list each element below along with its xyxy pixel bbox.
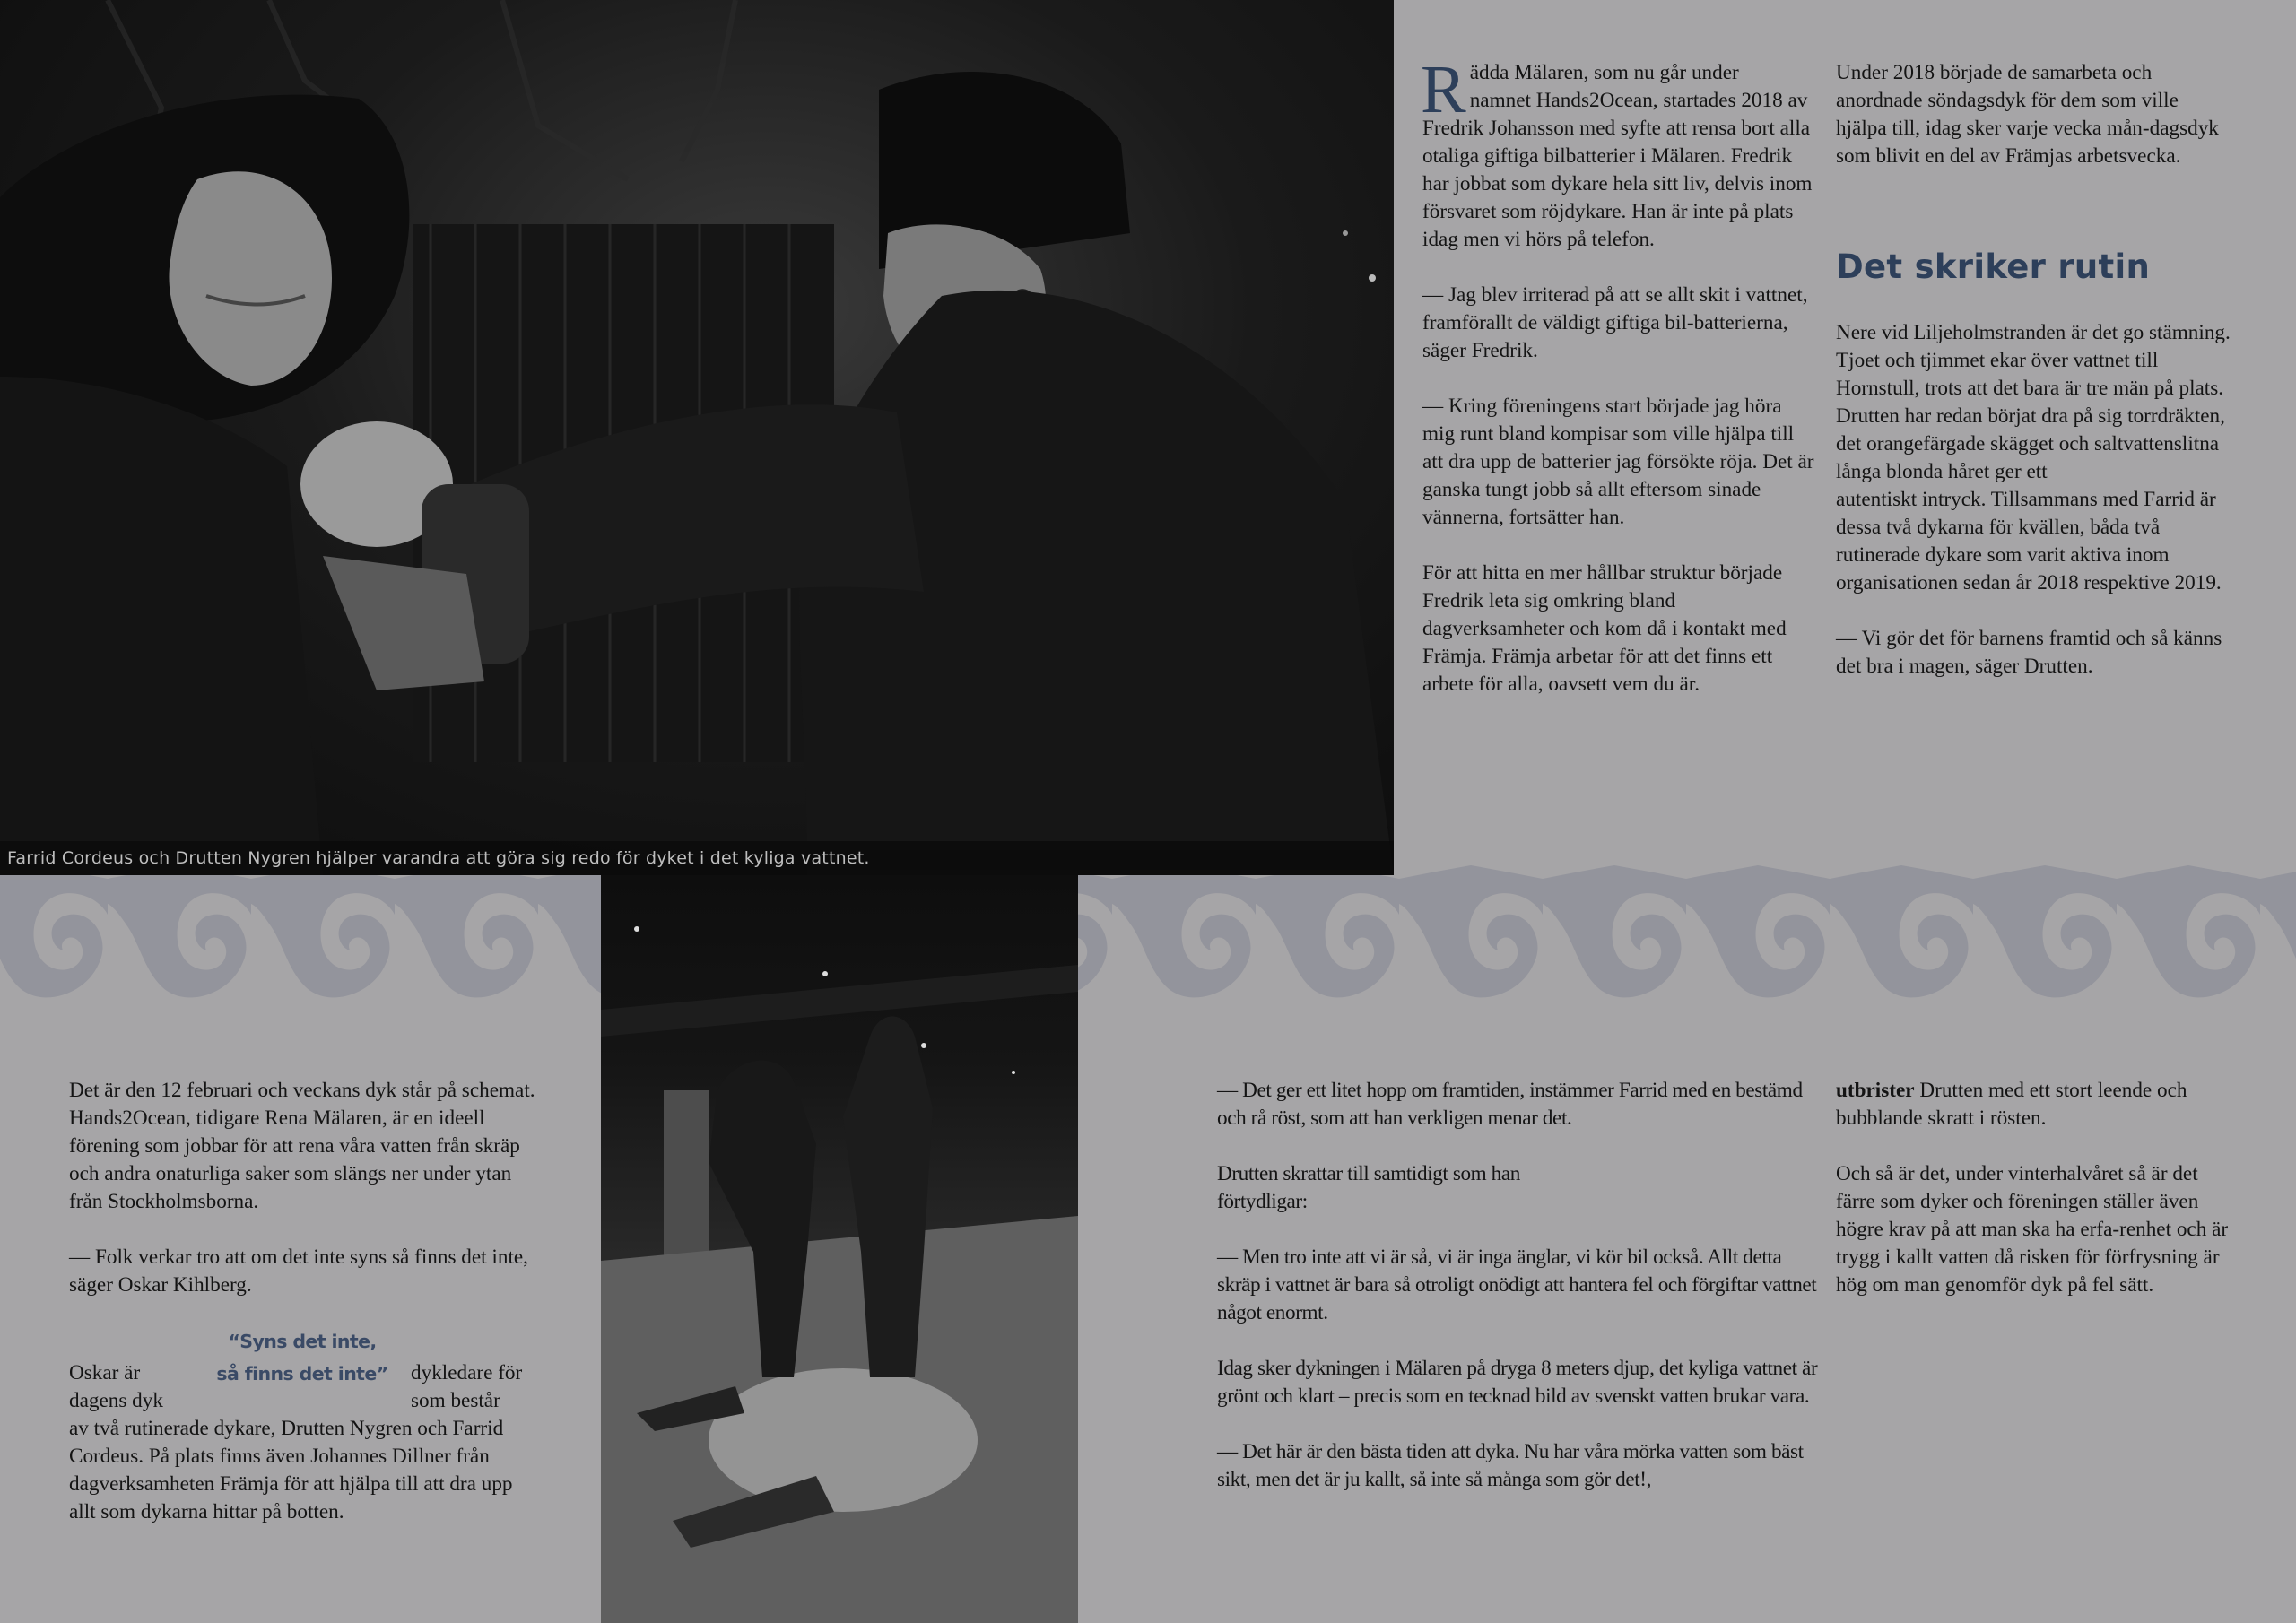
wave-pattern xyxy=(0,865,2296,997)
photo-illustration xyxy=(0,0,1394,875)
paragraph: — Det här är den bästa tiden att dyka. Nu har våra mörka vatten som bäst sikt, men det är ju kallt, så inte så många som gör det!, xyxy=(1217,1440,1804,1491)
photo-divers-preparing-on-pier xyxy=(601,875,1078,1623)
paragraph: Nere vid Liljeholmstranden är det go stämning. Tjoet och tjimmet ekar över vattnet till Hornstull, trots att det bara är tre män på plats. Drutten har redan börjat dra på sig torrdräkten, det orangefärgade skägget och saltvattenslitna långa blonda håret ger ett autentiskt intryck. Tillsammans med Farrid är dessa två dykarna för kvällen, båda två rutinerade dykare som varit aktiva inom organisationen sedan år 2018 respektive 2019. xyxy=(1836,321,2231,595)
photo-divers-helping-each-other xyxy=(0,0,1394,875)
wrap-right-text: dykledare för som består xyxy=(411,1361,523,1412)
paragraph: För att hitta en mer hållbar struktur började Fredrik leta sig omkring bland dagverksamheter och kom då i kontakt med Främja. Främja arbetar för att det finns ett arbete för alla, oavsett vem du är. xyxy=(1422,561,1787,696)
paragraph: — Jag blev irriterad på att se allt skit i vattnet, framförallt de väldigt giftiga bil-batterierna, säger Fredrik. xyxy=(1422,283,1808,362)
wave-border-decoration xyxy=(0,861,2296,1040)
paragraph: — Det ger ett litet hopp om framtiden, instämmer Farrid med en bestämd och rå röst, som att han verkligen menar det. xyxy=(1217,1079,1803,1130)
photo-illustration xyxy=(601,875,1078,1623)
paragraph: Det är den 12 februari och veckans dyk står på schemat. Hands2Ocean, tidigare Rena Mälaren, är en ideell förening som jobbar för att rena våra vatten från skräp och andra onaturliga saker som slängs ner under ytan från Stockholmsborna. xyxy=(69,1079,535,1213)
paragraph: — Kring föreningens start började jag höra mig runt bland kompisar som ville hjälpa till att dra upp de batterier jag försökte röja. Det är ganska tungt jobb så allt eftersom sinade vännerna, fortsätter han. xyxy=(1422,395,1814,529)
paragraph: — Men tro inte att vi är så, vi är inga änglar, vi kör bil också. Allt detta skräp i vattnet är bara så otroligt onödigt att hantera fel och förgiftar vattnet något enormt. xyxy=(1217,1245,1817,1324)
article-column-3 xyxy=(69,1077,544,1299)
pull-quote: “Syns det inte, så finns det inte” xyxy=(216,1331,388,1384)
paragraph: Under 2018 började de samarbeta och anordnade söndagsdyk för dem som ville hjälpa till, idag sker varje vecka mån-dagsdyk som blivit en del av Främjas arbetsvecka. xyxy=(1836,61,2219,168)
article-column-5 xyxy=(1836,1077,2239,1299)
paragraph: Och så är det, under vinterhalvåret så är det färre som dyker och föreningen ställer även högre krav på att man ska ha erfa-renhet och är trygg i kallt vatten då risken för förfrysning är hög om man genomför dyk på fel sätt. xyxy=(1836,1162,2229,1297)
article-column-3-continued xyxy=(69,1415,535,1526)
paragraph: utbrister Drutten med ett stort leende och bubblande skratt i rösten. xyxy=(1836,1079,2187,1130)
wrap-left-text: Oskar är dagens dyk xyxy=(69,1361,163,1412)
article-column-2b xyxy=(1836,319,2231,681)
dropcap: R xyxy=(1421,52,1466,127)
paragraph: av två rutinerade dykare, Drutten Nygren och Farrid Cordeus. På plats finns även Johannes Dillner från dagverksamheten Främja för att hjälpa till att dra upp allt som dykarna hittar på botten. xyxy=(69,1417,513,1523)
article-column-4 xyxy=(1217,1077,1818,1494)
paragraph-intro: Rädda Mälaren, som nu går under namnet Hands2Ocean, startades 2018 av Fredrik Johansson med syfte att rensa bort alla otaliga giftiga bilbatterier i Mälaren. Fredrik har jobbat som dykare hela sitt liv, delvis inom försvaret som röjdykare. Han är inte på plats idag men vi hörs på telefon. xyxy=(1421,52,1813,251)
paragraph: Idag sker dykningen i Mälaren på dryga 8 meters djup, det kyliga vattnet är grönt och klart – precis som en tecknad bild av svenskt vatten brukar vara. xyxy=(1217,1357,1818,1408)
section-heading: Det skriker rutin xyxy=(1836,247,2151,286)
paragraph: — Folk verkar tro att om det inte syns så finns det inte, säger Oskar Kihlberg. xyxy=(69,1245,528,1297)
article-column-2a xyxy=(1836,59,2231,170)
paragraph: Drutten skrattar till samtidigt som han förtydligar: xyxy=(1217,1162,1520,1213)
article-column-1 xyxy=(1421,52,1817,699)
paragraph: — Vi gör det för barnens framtid och så känns det bra i magen, säger Drutten. xyxy=(1836,627,2222,678)
photo-caption: Farrid Cordeus och Drutten Nygren hjälper varandra att göra sig redo för dyket i det kyliga vattnet. xyxy=(0,841,1394,875)
bold-lead: utbrister xyxy=(1836,1079,1915,1102)
